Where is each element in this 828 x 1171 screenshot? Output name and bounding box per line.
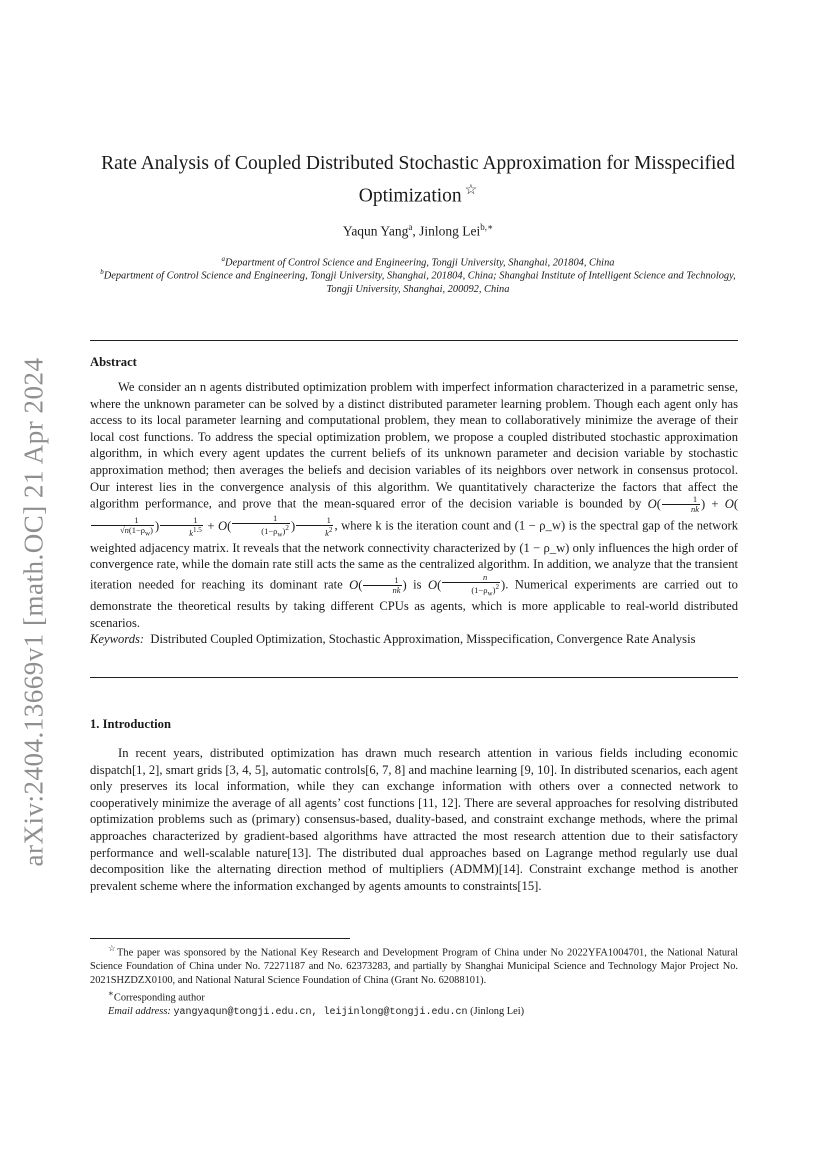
- affiliation: $^b$Department of Control Science and Engineering, Tongji University, Shanghai, 201804, China; Shanghai Institute of Intelligent Science and Technology, Tongji University, Shanghai, 200092, China: [100, 268, 736, 296]
- abstract-heading: Abstract: [90, 355, 137, 369]
- section-heading: 1. Introduction: [90, 717, 171, 731]
- title-star-mark: ☆: [464, 183, 478, 198]
- top-rule: [90, 340, 738, 341]
- keywords: Keywords: Distributed Coupled Optimization, Stochastic Approximation, Misspecification, Convergence Rate Analysis: [90, 632, 696, 646]
- abstract-body: We consider an n agents distributed optimization problem with imperfect information characterized in a parametric sense, where the unknown parameter can be solved by a distinct distributed parameter learning problem. Though each agent only has access to its local parameter learning and computational problem, they mean to collaboratively minimize the average of their local cost functions. To address the special optimization problem, we propose a coupled distributed stochastic approximation algorithm, in which every agent updates the current beliefs of its unknown parameter and decision variable by stochastic approximation method; then averages the beliefs and decision variables of its neighbors over network in consensus protocol. Our interest lies in the convergence analysis of this algorithm. We quantitatively characterize the factors that affect the algorithm performance, and prove that the mean-squared error of the decision variable is bounded by O( $\frac{1}{nk}$ ) + O( $\frac{1}{√n(1-\rho_w)}$ ) $\frac{1}{k^{1.5}}$ + O( $\frac{1}{(1-\rho_w)^2}$ ) $\frac{1}{k^2}$ , where k is the iteration count and (1 − ρ_w) is the spectral gap of the network weighted adjacency matrix. It reveals that the network connectivity characterized by (1 − ρ_w) only influences the high order of convergence rate, while the domain rate still acts the same as the centralized algorithm. In addition, we analyze that the transient iteration needed for reaching its dominant rate O( $\frac{1}{nk}$ ) is O( $\frac{n}{(1-\rho_w)^2}$ ). Numerical experiments are carried out to demonstrate the theoretical results by taking different CPUs as agents, which is more applicable to real-world distributed scenarios.: [90, 380, 739, 630]
- keywords-label: Keywords:: [90, 632, 145, 646]
- footnote-rule: [90, 938, 350, 939]
- arxiv-stamp: arXiv:2404.13669v1 [math.OC] 21 Apr 2024: [18, 357, 49, 867]
- footnotes: ☆The paper was sponsored by the National Key Research and Development Program of China under No 2022YFA1004701, the National Natural Science Foundation of China under No. 72271187 and No. 62373283, and partially by Shanghai Municipal Science and Technology Major Project No. 2021SHZDZX0100, and National Natural Science Foundation of China (Grant No. 62088101). ∗Corresponding author Email address: yangyaqun@tongji.edu.cn, leijinlong@tongji.edu.cn (Jinlong Lei): [90, 943, 739, 1019]
- author-list: Yaqun Yang$^a$, Jinlong Lei$^{b,∗}$: [342, 222, 494, 239]
- email-addresses[interactable]: yangyaqun@tongji.edu.cn, leijinlong@tongji.edu.cn: [173, 1007, 468, 1019]
- transient-formula: O( $\frac{n}{(1-\rho_w)^2}$ ): [428, 571, 506, 598]
- bottom-rule: [90, 677, 738, 678]
- author-mark: b,∗: [480, 222, 494, 232]
- author-name: Yaqun Yang: [342, 223, 409, 239]
- bound-formula: O( $\frac{1}{nk}$ ) + O( $\frac{1}{√n(1-\rho_w)}$ ) $\frac{1}{k^{1.5}}$ + O( $\frac{1}{(1-\rho_w)^2}$ ) $\frac{1}{k^2}$: [90, 497, 738, 533]
- rate-formula: O( $\frac{1}{nk}$ ): [349, 575, 407, 596]
- author-mark: a: [408, 222, 413, 232]
- paper-title: Rate Analysis of Coupled Distributed Stochastic Approximation for Misspecified Optimization ☆: [101, 153, 735, 207]
- introduction-body: In recent years, distributed optimization has drawn much research attention in various fields including economic dispatch[1, 2], smart grids [3, 4, 5], automatic controls[6, 7, 8] and machine learning [9, 10]. In distributed scenarios, each agent only preserves its local information, while they can exchange information with others over a connected network to cooperatively minimize the average of all agents’ cost functions [11, 12]. There are several approaches for resolving distributed optimization problems such as (primary) consensus-based, duality-based, and constraint exchange methods, where the primal approaches characterized by gradient-based algorithms have attracted the most research attention due to their satisfactory performance and well-scalable nature[13]. The distributed dual approaches based on Lagrange method regularly use dual decomposition like the alternating direction method of multipliers (ADMM)[14]. Constraint exchange method is another prevalent scheme where the information exchanged by agents amounts to constraints[15].: [90, 746, 738, 893]
- author-name: Jinlong Lei: [419, 223, 481, 239]
- affiliation: $^a$Department of Control Science and Engineering, Tongji University, Shanghai, 201804, China: [221, 255, 615, 269]
